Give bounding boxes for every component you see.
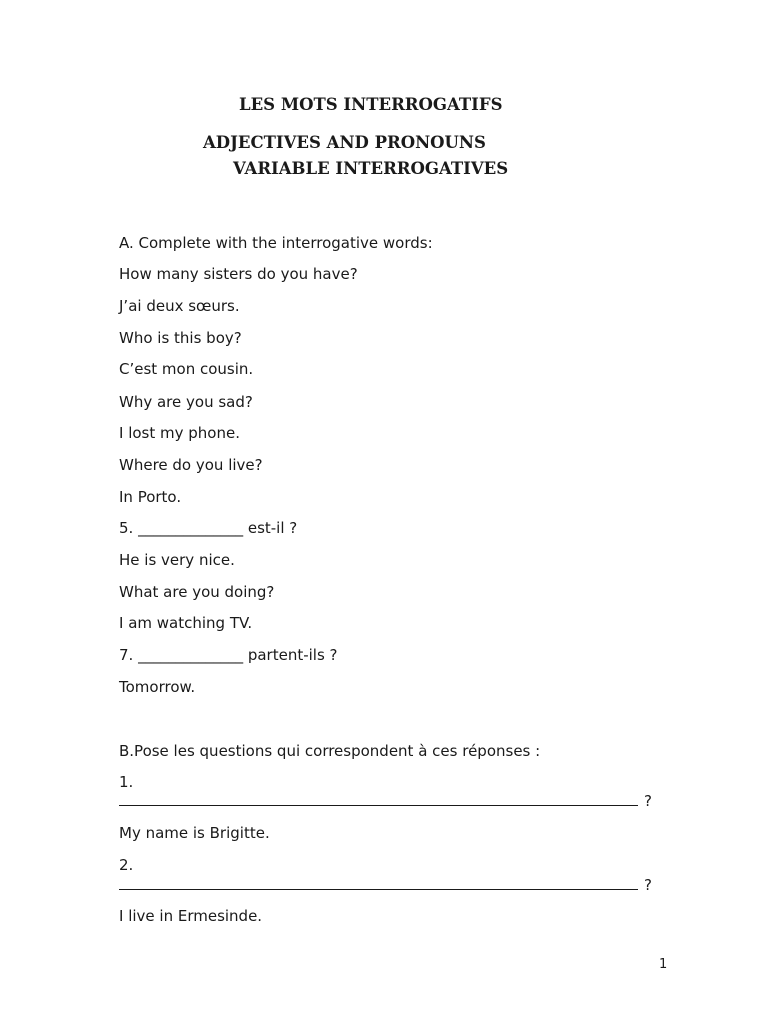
exercise-line: C’est mon cousin. bbox=[119, 360, 254, 378]
section-b-instruction: B.Pose les questions qui correspondent à ces réponses : bbox=[119, 742, 541, 760]
page-title: LES MOTS INTERROGATIFS bbox=[239, 95, 503, 114]
answer-line bbox=[119, 794, 652, 809]
page-number: 1 bbox=[659, 957, 668, 972]
exercise-line: He is very nice. bbox=[119, 551, 235, 569]
exercise-line: Tomorrow. bbox=[119, 678, 196, 696]
exercise-line: Who is this boy? bbox=[119, 329, 242, 347]
exercise-blank-line: 7. ______________ partent-ils ? bbox=[119, 646, 338, 664]
answer-blank bbox=[119, 879, 638, 890]
exercise-line: Where do you live? bbox=[119, 456, 263, 474]
page-subtitle-line-2: VARIABLE INTERROGATIVES bbox=[233, 159, 509, 178]
question-number: 2. bbox=[119, 856, 134, 874]
exercise-line: What are you doing? bbox=[119, 583, 275, 601]
exercise-line: I am watching TV. bbox=[119, 614, 253, 632]
answer-line bbox=[119, 878, 652, 893]
question-mark: ? bbox=[644, 876, 652, 894]
answer-blank bbox=[119, 795, 638, 806]
exercise-line: Why are you sad? bbox=[119, 393, 253, 411]
exercise-line: J’ai deux sœurs. bbox=[119, 297, 240, 315]
exercise-line: In Porto. bbox=[119, 488, 182, 506]
exercise-line: How many sisters do you have? bbox=[119, 265, 358, 283]
answer-text: I live in Ermesinde. bbox=[119, 907, 263, 925]
exercise-line: I lost my phone. bbox=[119, 424, 240, 442]
page-subtitle-line-1: ADJECTIVES AND PRONOUNS bbox=[203, 133, 486, 152]
section-a-instruction: A. Complete with the interrogative words: bbox=[119, 234, 433, 252]
question-mark: ? bbox=[644, 792, 652, 810]
question-number: 1. bbox=[119, 773, 134, 791]
answer-text: My name is Brigitte. bbox=[119, 824, 270, 842]
exercise-blank-line: 5. ______________ est-il ? bbox=[119, 519, 298, 537]
